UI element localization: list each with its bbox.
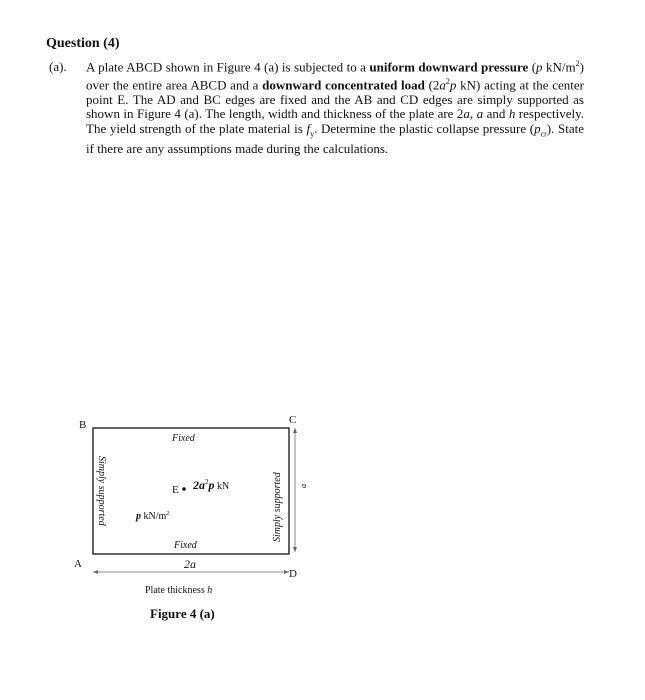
edge-bottom-label: Fixed: [174, 540, 197, 551]
height-dimension-label: a: [299, 484, 308, 488]
figure-caption: Figure 4 (a): [150, 606, 215, 621]
height-arrow-bottom: [293, 547, 297, 552]
pressure-label: p $kN/m^2$: [136, 511, 170, 522]
question-heading: Question (4): [46, 36, 120, 51]
corner-b-label: B: [79, 419, 87, 431]
width-dimension-label: 2a: [184, 557, 196, 571]
question-paragraph: A plate ABCD shown in Figure 4 (a) is subjected to a uniform downward pressure (p $kN/m^2$) over the entire area ABCD and a downward concentrated load ($2a^2p$ kN) acting at the center point E. The AD and BC edges are fixed and the AB and CD edges are simply supported as shown in Figure 4 (a). The length, width and thickness of the plate are 2a, a and h respectively. The yield strength of the plate material is $f_y$. Determine the plastic collapse pressure $(p_{cr})$. State if there are any assumptions made during the calculations.: [86, 59, 584, 157]
edge-left-label: Simply supported: [96, 456, 107, 526]
corner-d-label: D: [289, 568, 297, 580]
plate-thickness-label: Plate thickness h: [145, 585, 213, 596]
plate-outline: [93, 428, 289, 554]
point-e-label: E: [172, 484, 179, 496]
concentrated-load-label: $2a^2p$ kN: [193, 478, 230, 492]
edge-right-label: Simply supported: [272, 472, 283, 542]
part-label: (a).: [49, 59, 67, 74]
corner-a-label: A: [74, 558, 82, 570]
point-e-dot: [182, 487, 186, 491]
edge-top-label: Fixed: [172, 433, 195, 444]
width-arrow-left: [93, 570, 98, 574]
corner-c-label: C: [289, 414, 297, 426]
height-arrow-top: [293, 428, 297, 433]
